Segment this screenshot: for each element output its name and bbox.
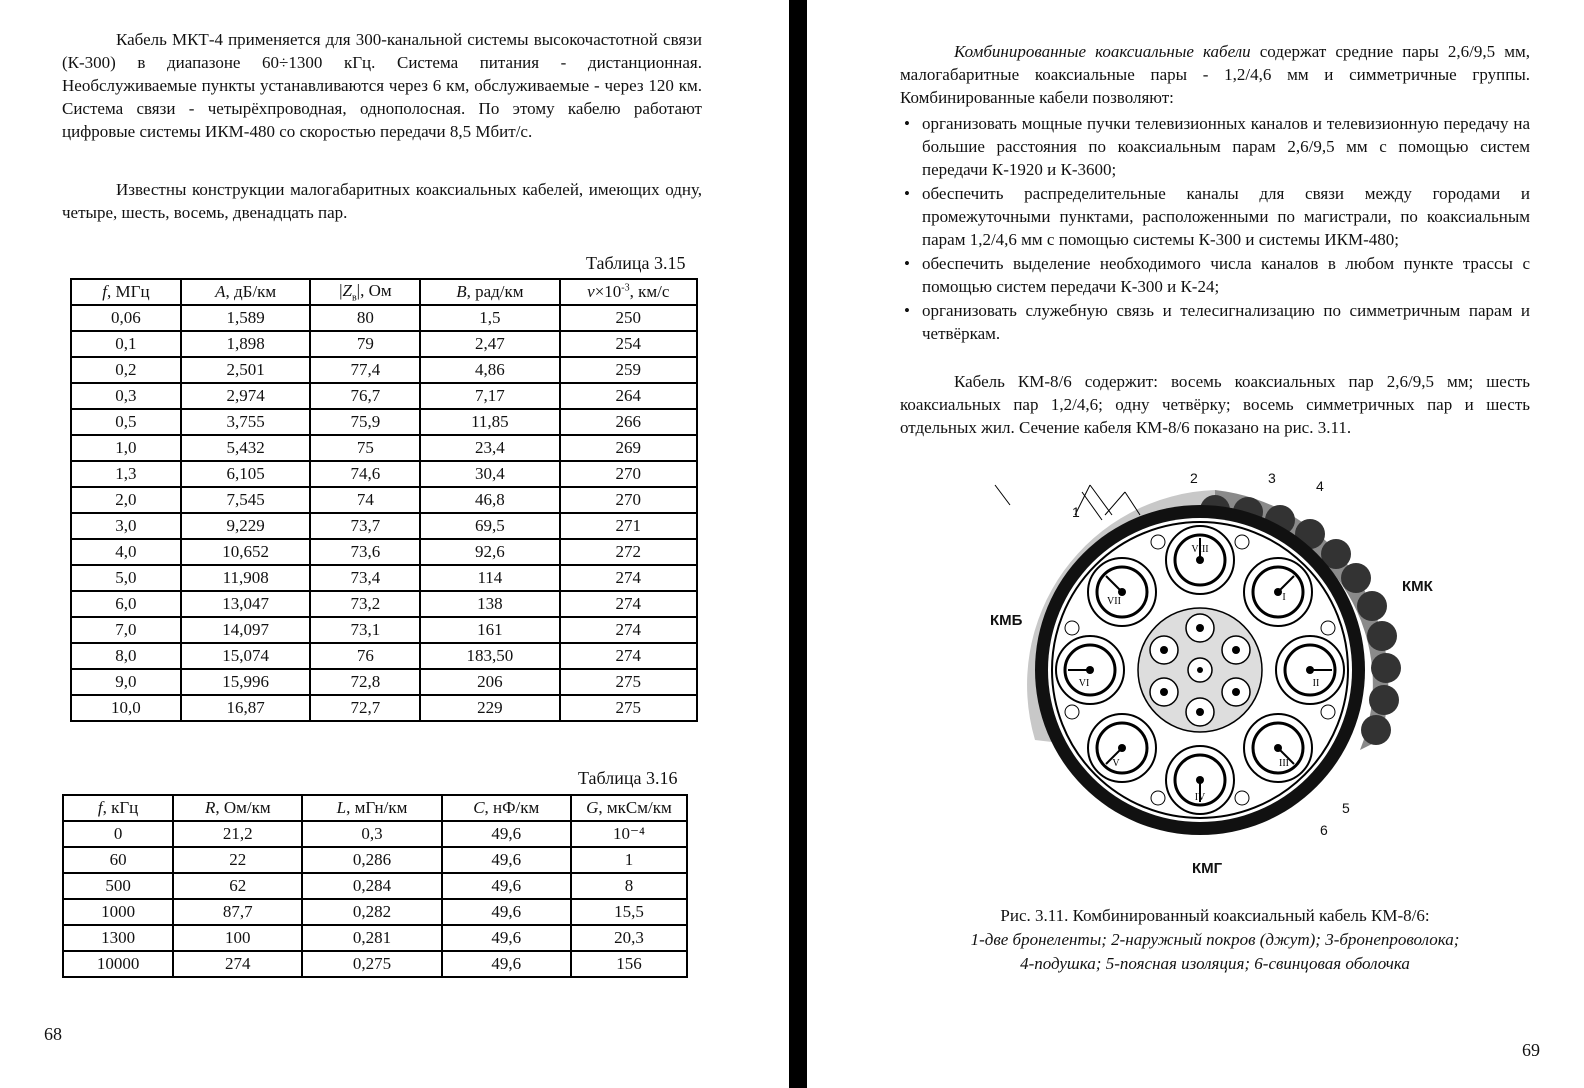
table-cell: 3,0 [71, 513, 181, 539]
table-row [71, 617, 697, 643]
svg-text:IV: IV [1194, 792, 1206, 803]
paragraph-mkt4-text: Кабель МКТ-4 применяется для 300-канальной системы высокочастотной связи (К-300) в диапазоне 60÷1300 кГц. Система питания - дистанционная. Необслуживаемые пункты устанавливаются через 6 км, обслуживаемые - через 120 км. Система связи - четырёхпроводная, однополосная. По этому кабелю работают цифровые системы ИКМ-480 со скоростью передачи 8,5 Мбит/с. [62, 30, 702, 141]
table-cell: 30,4 [420, 461, 559, 487]
table-row [63, 821, 687, 847]
table-cell: 79 [310, 331, 420, 357]
table-3-16-caption: Таблица 3.16 [578, 768, 678, 788]
list-item-text: организовать мощные пучки телевизионных каналов и телевизионную передачу на большие расстояния по коаксиальным парам 2,6/9,5 мм с помощью систем передачи К-1920 и К-3600; [922, 114, 1530, 179]
paragraph-combined-cables [900, 40, 1530, 109]
col-z: $|Z_в|$, Ом [310, 279, 420, 305]
table-cell: 1300 [63, 925, 173, 951]
table-cell: 229 [420, 695, 559, 721]
svg-text:I: I [1282, 592, 1286, 603]
paragraph-mkt4 [62, 28, 702, 143]
table-row [71, 435, 697, 461]
table-cell: 9,0 [71, 669, 181, 695]
page-number-left: 68 [44, 1024, 62, 1044]
col-r: R, Ом/км [173, 795, 302, 821]
table-cell: 6,0 [71, 591, 181, 617]
capabilities-list [900, 112, 1530, 346]
table-cell: 274 [560, 565, 697, 591]
svg-text:V: V [1112, 758, 1120, 769]
list-item: • организовать мощные пучки телевизионных каналов и телевизионную передачу на большие расстояния по коаксиальным парам 2,6/9,5 мм с помощью систем передачи К-1920 и К-3600; [904, 114, 1530, 179]
table-3-15-body [71, 305, 697, 721]
table-row [63, 951, 687, 977]
table-3-15-caption: Таблица 3.15 [586, 253, 686, 273]
table-cell: 100 [173, 925, 302, 951]
table-row [71, 669, 697, 695]
page-number-right: 69 [1522, 1040, 1540, 1060]
table-cell: 15,996 [181, 669, 311, 695]
table-cell: 3,755 [181, 409, 311, 435]
table-cell: 11,85 [420, 409, 559, 435]
col-f-khz: f, кГц [63, 795, 173, 821]
svg-text:II: II [1312, 678, 1320, 689]
table-cell: 5,0 [71, 565, 181, 591]
table-row [63, 899, 687, 925]
table-cell: 46,8 [420, 487, 559, 513]
label-5: 5 [1342, 800, 1350, 816]
table-cell: 73,7 [310, 513, 420, 539]
table-cell: 272 [560, 539, 697, 565]
table-cell: 270 [560, 461, 697, 487]
list-item: • обеспечить распределительные каналы для связи между городами и промежуточными пунктами, расположенными по магистрали, по коаксиальным парам 1,2/4,6 мм с помощью системы К-300 и системы ИКМ-480; [904, 184, 1530, 249]
table-row [71, 357, 697, 383]
table-row [71, 305, 697, 331]
figure-legend-line-2: 4-подушка; 5-поясная изоляция; 6-свинцовая оболочка [1020, 954, 1410, 973]
table-cell: 4,86 [420, 357, 559, 383]
table-cell: 87,7 [173, 899, 302, 925]
table-cell: 77,4 [310, 357, 420, 383]
table-cell: 8 [571, 873, 687, 899]
table-cell: 49,6 [442, 951, 571, 977]
col-g: G, мкСм/км [571, 795, 687, 821]
table-cell: 76,7 [310, 383, 420, 409]
table-cell: 49,6 [442, 925, 571, 951]
table-cell: 49,6 [442, 873, 571, 899]
table-cell: 75 [310, 435, 420, 461]
col-f-mhz: f, МГц [71, 279, 181, 305]
table-cell: 9,229 [181, 513, 311, 539]
table-cell: 6,105 [181, 461, 311, 487]
paragraph-km86-text: Кабель КМ-8/6 содержит: восемь коаксиальных пар 2,6/9,5 мм; шесть коаксиальных пар 1,2/4,6; одну четвёрку; восемь симметричных пар и шесть отдельных жил. Сечение кабеля КМ-8/6 показано на рис. 3.11. [900, 372, 1530, 437]
table-cell: 206 [420, 669, 559, 695]
table-cell: 0,282 [302, 899, 441, 925]
paragraph-small-coax [62, 178, 702, 224]
paragraph-small-coax-text: Известны конструкции малогабаритных коаксиальных кабелей, имеющих одну, четыре, шесть, восемь, двенадцать пар. [62, 180, 702, 222]
table-cell: 5,432 [181, 435, 311, 461]
table-cell: 62 [173, 873, 302, 899]
table-cell: 20,3 [571, 925, 687, 951]
table-cell: 1,3 [71, 461, 181, 487]
table-cell: 270 [560, 487, 697, 513]
table-cell: 73,2 [310, 591, 420, 617]
table-cell: 274 [560, 643, 697, 669]
list-item-text: обеспечить распределительные каналы для связи между городами и промежуточными пунктами, расположенными по магистрали, по коаксиальным парам 1,2/4,6 мм с помощью системы К-300 и системы ИКМ-480; [922, 184, 1530, 249]
table-cell: 2,974 [181, 383, 311, 409]
table-cell: 254 [560, 331, 697, 357]
table-cell: 0 [63, 821, 173, 847]
table-cell: 275 [560, 669, 697, 695]
table-cell: 80 [310, 305, 420, 331]
table-cell: 1 [571, 847, 687, 873]
table-cell: 1,5 [420, 305, 559, 331]
table-cell: 0,3 [302, 821, 441, 847]
table-cell: 49,6 [442, 821, 571, 847]
table-cell: 73,4 [310, 565, 420, 591]
table-cell: 7,545 [181, 487, 311, 513]
table-cell: 0,286 [302, 847, 441, 873]
table-cell: 10,0 [71, 695, 181, 721]
table-cell: 0,275 [302, 951, 441, 977]
table-cell: 21,2 [173, 821, 302, 847]
table-cell: 74,6 [310, 461, 420, 487]
list-item-text: обеспечить выделение необходимого числа каналов в любом пункте трассы с помощью систем передачи К-300 и К-24; [922, 254, 1530, 296]
table-cell: 259 [560, 357, 697, 383]
svg-text:VII: VII [1107, 596, 1121, 607]
table-row [71, 331, 697, 357]
table-cell: 274 [560, 617, 697, 643]
table-cell: 1000 [63, 899, 173, 925]
table-cell: 69,5 [420, 513, 559, 539]
table-row [71, 539, 697, 565]
table-cell: 161 [420, 617, 559, 643]
table-cell: 76 [310, 643, 420, 669]
table-cell: 1,898 [181, 331, 311, 357]
label-kmk: КМК [1402, 578, 1433, 595]
table-cell: 11,908 [181, 565, 311, 591]
table-cell: 14,097 [181, 617, 311, 643]
table-row [63, 847, 687, 873]
table-cell: 73,6 [310, 539, 420, 565]
table-cell: 274 [173, 951, 302, 977]
book-spine [789, 0, 807, 1088]
list-item-text: организовать служебную связь и телесигнализацию по симметричным парам и четвёркам. [922, 301, 1530, 343]
list-item: • обеспечить выделение необходимого числа каналов в любом пункте трассы с помощью систем передачи К-300 и К-24; [904, 254, 1530, 296]
table-cell: 2,47 [420, 331, 559, 357]
col-l: L, мГн/км [302, 795, 441, 821]
table-cell: 10000 [63, 951, 173, 977]
table-row [63, 925, 687, 951]
table-cell: 8,0 [71, 643, 181, 669]
right-page [810, 0, 1584, 1088]
combined-cables-text: содержат средние пары 2,6/9,5 мм, малогабаритные коаксиальные пары - 1,2/4,6 мм и симметричные группы. Комбинированные кабели позволяют: [900, 42, 1530, 107]
table-row [71, 643, 697, 669]
label-6: 6 [1320, 822, 1328, 838]
table-cell: 2,0 [71, 487, 181, 513]
table-cell: 1,589 [181, 305, 311, 331]
table-cell: 0,06 [71, 305, 181, 331]
table-cell: 0,1 [71, 331, 181, 357]
table-cell: 4,0 [71, 539, 181, 565]
col-b: B, рад/км [420, 279, 559, 305]
table-cell: 72,7 [310, 695, 420, 721]
table-cell: 75,9 [310, 409, 420, 435]
table-cell: 138 [420, 591, 559, 617]
leader-lines [995, 485, 1140, 520]
table-cell: 156 [571, 951, 687, 977]
table-cell: 0,3 [71, 383, 181, 409]
table-3-16 [62, 794, 688, 978]
table-cell: 274 [560, 591, 697, 617]
figure-legend-line-1: 1-две бронеленты; 2-наружный покров (джут); 3-бронепроволока; [970, 930, 1460, 949]
table-cell: 49,6 [442, 899, 571, 925]
table-cell: 15,074 [181, 643, 311, 669]
figure-caption [900, 904, 1530, 976]
table-cell: 92,6 [420, 539, 559, 565]
col-c: C, нФ/км [442, 795, 571, 821]
table-row [71, 409, 697, 435]
table-row [63, 873, 687, 899]
table-row [71, 461, 697, 487]
label-kmb: КМБ [990, 612, 1023, 629]
table-cell: 275 [560, 695, 697, 721]
table-cell: 73,1 [310, 617, 420, 643]
table-header-row [71, 279, 697, 305]
table-cell: 114 [420, 565, 559, 591]
list-item: • организовать служебную связь и телесигнализацию по симметричным парам и четвёркам. [904, 301, 1530, 343]
table-cell: 0,281 [302, 925, 441, 951]
table-cell: 74 [310, 487, 420, 513]
table-cell: 0,2 [71, 357, 181, 383]
svg-text:III: III [1279, 758, 1289, 769]
svg-text:VIII: VIII [1191, 544, 1209, 555]
table-cell: 16,87 [181, 695, 311, 721]
table-cell: 269 [560, 435, 697, 461]
left-page [0, 0, 790, 1088]
table-cell: 23,4 [420, 435, 559, 461]
table-cell: 500 [63, 873, 173, 899]
table-cell: 183,50 [420, 643, 559, 669]
table-3-16-body [63, 821, 687, 977]
label-3: 3 [1268, 470, 1276, 486]
label-kmg: КМГ [1192, 860, 1223, 877]
table-cell: 264 [560, 383, 697, 409]
cable-cross-section-figure [990, 460, 1410, 890]
figure-caption-title: Рис. 3.11. Комбинированный коаксиальный кабель КМ-8/6: [1000, 906, 1430, 925]
table-row [71, 383, 697, 409]
table-cell: 271 [560, 513, 697, 539]
table-cell: 49,6 [442, 847, 571, 873]
table-cell: 10,652 [181, 539, 311, 565]
table-cell: 72,8 [310, 669, 420, 695]
col-a: A, дБ/км [181, 279, 311, 305]
table-row [71, 695, 697, 721]
label-4: 4 [1316, 478, 1324, 494]
table-cell: 7,17 [420, 383, 559, 409]
paragraph-km86 [900, 370, 1530, 439]
svg-text:VI: VI [1078, 678, 1090, 689]
table-row [71, 591, 697, 617]
combined-cables-term: Комбинированные коаксиальные кабели [954, 42, 1251, 61]
table-cell: 2,501 [181, 357, 311, 383]
table-3-15 [70, 278, 698, 722]
table-header-row [63, 795, 687, 821]
table-cell: 266 [560, 409, 697, 435]
table-cell: 15,5 [571, 899, 687, 925]
table-cell: 1,0 [71, 435, 181, 461]
table-cell: 0,5 [71, 409, 181, 435]
table-cell: 13,047 [181, 591, 311, 617]
table-cell: 60 [63, 847, 173, 873]
table-row [71, 565, 697, 591]
table-cell: 0,284 [302, 873, 441, 899]
table-cell: 250 [560, 305, 697, 331]
table-cell: 10⁻⁴ [571, 821, 687, 847]
table-row [71, 487, 697, 513]
col-v: $v\times 10^{-3}$, км/с [560, 279, 697, 305]
table-cell: 7,0 [71, 617, 181, 643]
label-2: 2 [1190, 470, 1198, 486]
label-1: 1 [1072, 504, 1080, 520]
table-cell: 22 [173, 847, 302, 873]
table-row [71, 513, 697, 539]
